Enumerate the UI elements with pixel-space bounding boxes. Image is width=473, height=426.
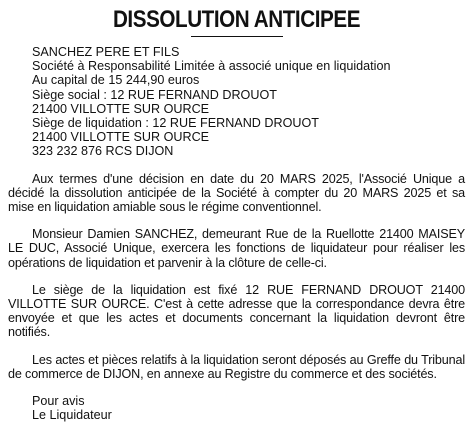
title-underline [191, 36, 283, 37]
registered-office-city: 21400 VILLOTTE SUR OURCE [32, 101, 210, 116]
company-name: SANCHEZ PERE ET FILS [32, 45, 180, 59]
company-address-block [8, 45, 465, 159]
company-legal-form: Société à Responsabilité Limitée à associé unique en liquidation [32, 59, 391, 74]
notice-title: DISSOLUTION ANTICIPEE [112, 6, 361, 33]
liquidation-office-city: 21400 VILLOTTE SUR OURCE [32, 130, 210, 145]
closing-signatory: Le Liquidateur [32, 408, 112, 423]
paragraph-liquidator: Monsieur Damien SANCHEZ, demeurant Rue de la Ruellotte 21400 MAISEY LE DUC, Associé Unique, exercera les fonctions de liquidateur pour réaliser les opérations de liquidation et parvenir à la clôture de celle-ci. [8, 227, 465, 270]
paragraph-filing: Les actes et pièces relatifs à la liquidation seront déposés au Greffe du Tribunal de commerce de DIJON, en annexe au Registre du commerce et des sociétés. [8, 352, 465, 381]
company-capital: Au capital de 15 244,90 euros [32, 73, 200, 88]
paragraph-decision: Aux termes d'une décision en date du 20 MARS 2025, l'Associé Unique a décidé la dissolution anticipée de la Société à compter du 20 MARS 2025 et sa mise en liquidation amiable sous le régime conventionnel. [8, 171, 465, 215]
closing-for-notice: Pour avis [32, 394, 85, 409]
liquidation-office-street: Siège de liquidation : 12 RUE FERNAND DROUOT [32, 116, 319, 131]
registered-office-street: Siège social : 12 RUE FERNAND DROUOT [32, 87, 277, 102]
company-rcs-number: 323 232 876 RCS DIJON [32, 144, 174, 159]
closing-block [8, 394, 465, 422]
paragraph-liquidation-seat: Le siège de la liquidation est fixé 12 RUE FERNAND DROUOT 21400 VILLOTTE SUR OURCE. C'est à cette adresse que la correspondance devra être envoyée et que les actes et documents concernant la liquidation devront être notifiés. [8, 282, 465, 340]
